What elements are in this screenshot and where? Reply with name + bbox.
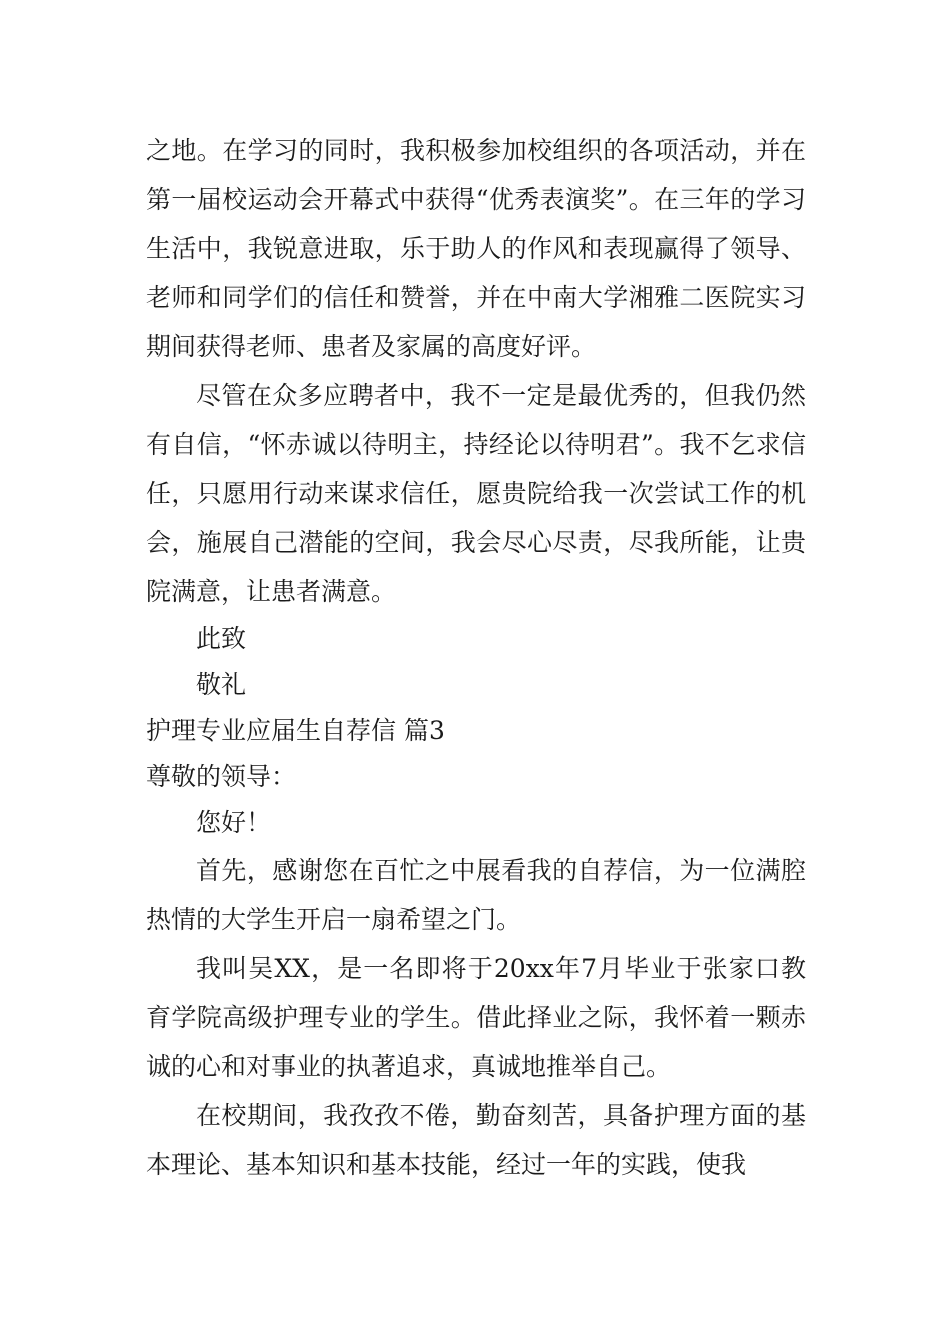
document-body bbox=[146, 126, 806, 1189]
section-heading: 护理专业应届生自荐信 篇3 bbox=[146, 716, 445, 745]
closing-salutation: 此致 bbox=[196, 624, 247, 653]
greeting-recipient: 尊敬的领导： bbox=[146, 762, 297, 791]
paragraph-introduction: 我叫吴XX，是一名即将于20xx年7月毕业于张家口教育学院高级护理专业的学生。借此择业之际，我怀着一颗赤诚的心和对事业的执著追求，真诚地推举自己。 bbox=[146, 954, 806, 1081]
greeting-hello: 您好！ bbox=[196, 808, 272, 837]
closing-regards: 敬礼 bbox=[196, 670, 247, 699]
paragraph-study: 在校期间，我孜孜不倦，勤奋刻苦，具备护理方面的基本理论、基本知识和基本技能，经过一年的实践，使我 bbox=[146, 1101, 806, 1179]
paragraph-confidence: 尽管在众多应聘者中，我不一定是最优秀的，但我仍然有自信，“怀赤诚以待明主，持经论以待明君”。我不乞求信任，只愿用行动来谋求信任，愿贵院给我一次尝试工作的机会，施展自己潜能的空间，我会尽心尽责，尽我所能，让贵院满意，让患者满意。 bbox=[146, 381, 806, 606]
paragraph-thanks: 首先，感谢您在百忙之中展看我的自荐信，为一位满腔热情的大学生开启一扇希望之门。 bbox=[146, 856, 806, 934]
paragraph-continuation: 之地。在学习的同时，我积极参加校组织的各项活动，并在第一届校运动会开幕式中获得“优秀表演奖”。在三年的学习生活中，我锐意进取，乐于助人的作风和表现赢得了领导、老师和同学们的信任和赞誉，并在中南大学湘雅二医院实习期间获得老师、患者及家属的高度好评。 bbox=[146, 136, 806, 361]
